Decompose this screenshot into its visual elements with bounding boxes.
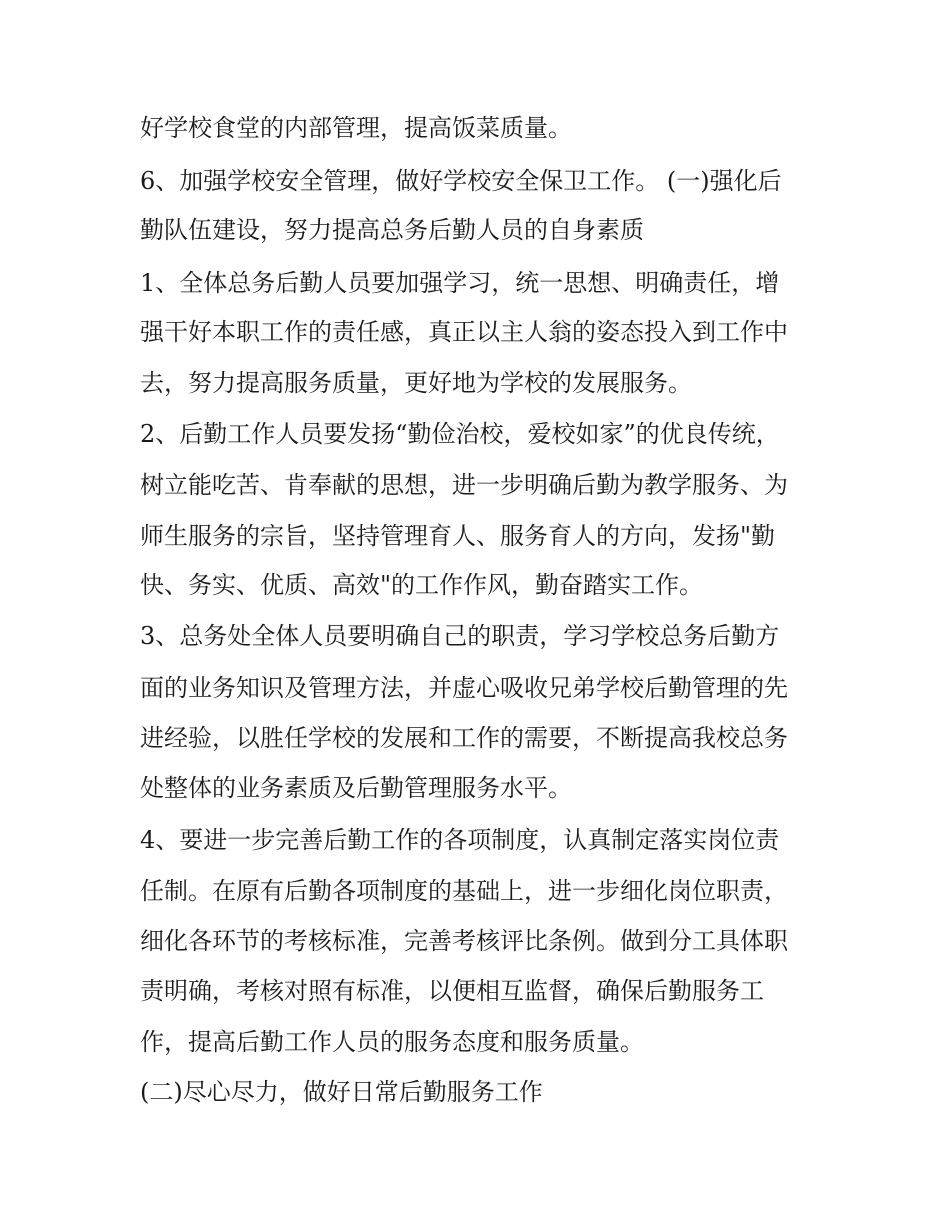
- text-line: 4、要进一步完善后勤工作的各项制度，认真制定落实岗位责: [140, 826, 780, 854]
- text-line: 2、后勤工作人员要发扬“勤俭治校，爱校如家”的优良传统，: [140, 420, 780, 448]
- text-line: 责明确，考核对照有标准，以便相互监督，确保后勤服务工: [140, 977, 764, 1005]
- text-line: 好学校食堂的内部管理，提高饭菜质量。: [140, 114, 572, 142]
- text-line: 细化各环节的考核标准，完善考核评比条例。做到分工具体职: [140, 927, 788, 955]
- text-line: 6、加强学校安全管理，做好学校安全保卫工作。 (一)强化后: [140, 167, 782, 195]
- text-line: 师生服务的宗旨，坚持管理育人、服务育人的方向，发扬"勤: [140, 522, 776, 550]
- text-line: 树立能吃苦、肯奉献的思想，进一步明确后勤为教学服务、为: [140, 471, 788, 499]
- section-heading: (二)尽心尽力，做好日常后勤服务工作: [140, 1078, 543, 1106]
- text-line: 面的业务知识及管理方法，并虚心吸收兄弟学校后勤管理的先: [140, 674, 788, 702]
- text-line: 3、总务处全体人员要明确自己的职责，学习学校总务后勤方: [140, 622, 780, 650]
- text-line: 进经验，以胜任学校的发展和工作的需要，不断提高我校总务: [140, 724, 788, 752]
- text-line: 1、全体总务后勤人员要加强学习，统一思想、明确责任，增: [140, 269, 780, 297]
- text-line: 强干好本职工作的责任感，真正以主人翁的姿态投入到工作中: [140, 318, 788, 346]
- text-line: 任制。在原有后勤各项制度的基础上，进一步细化岗位职责，: [140, 877, 788, 905]
- text-line: 去，努力提高服务质量，更好地为学校的发展服务。: [140, 369, 692, 397]
- text-line: 勤队伍建设，努力提高总务后勤人员的自身素质: [140, 216, 644, 244]
- text-line: 作，提高后勤工作人员的服务态度和服务质量。: [140, 1028, 644, 1056]
- text-line: 处整体的业务素质及后勤管理服务水平。: [140, 774, 572, 802]
- text-line: 快、务实、优质、高效"的工作作风，勤奋踏实工作。: [140, 571, 704, 599]
